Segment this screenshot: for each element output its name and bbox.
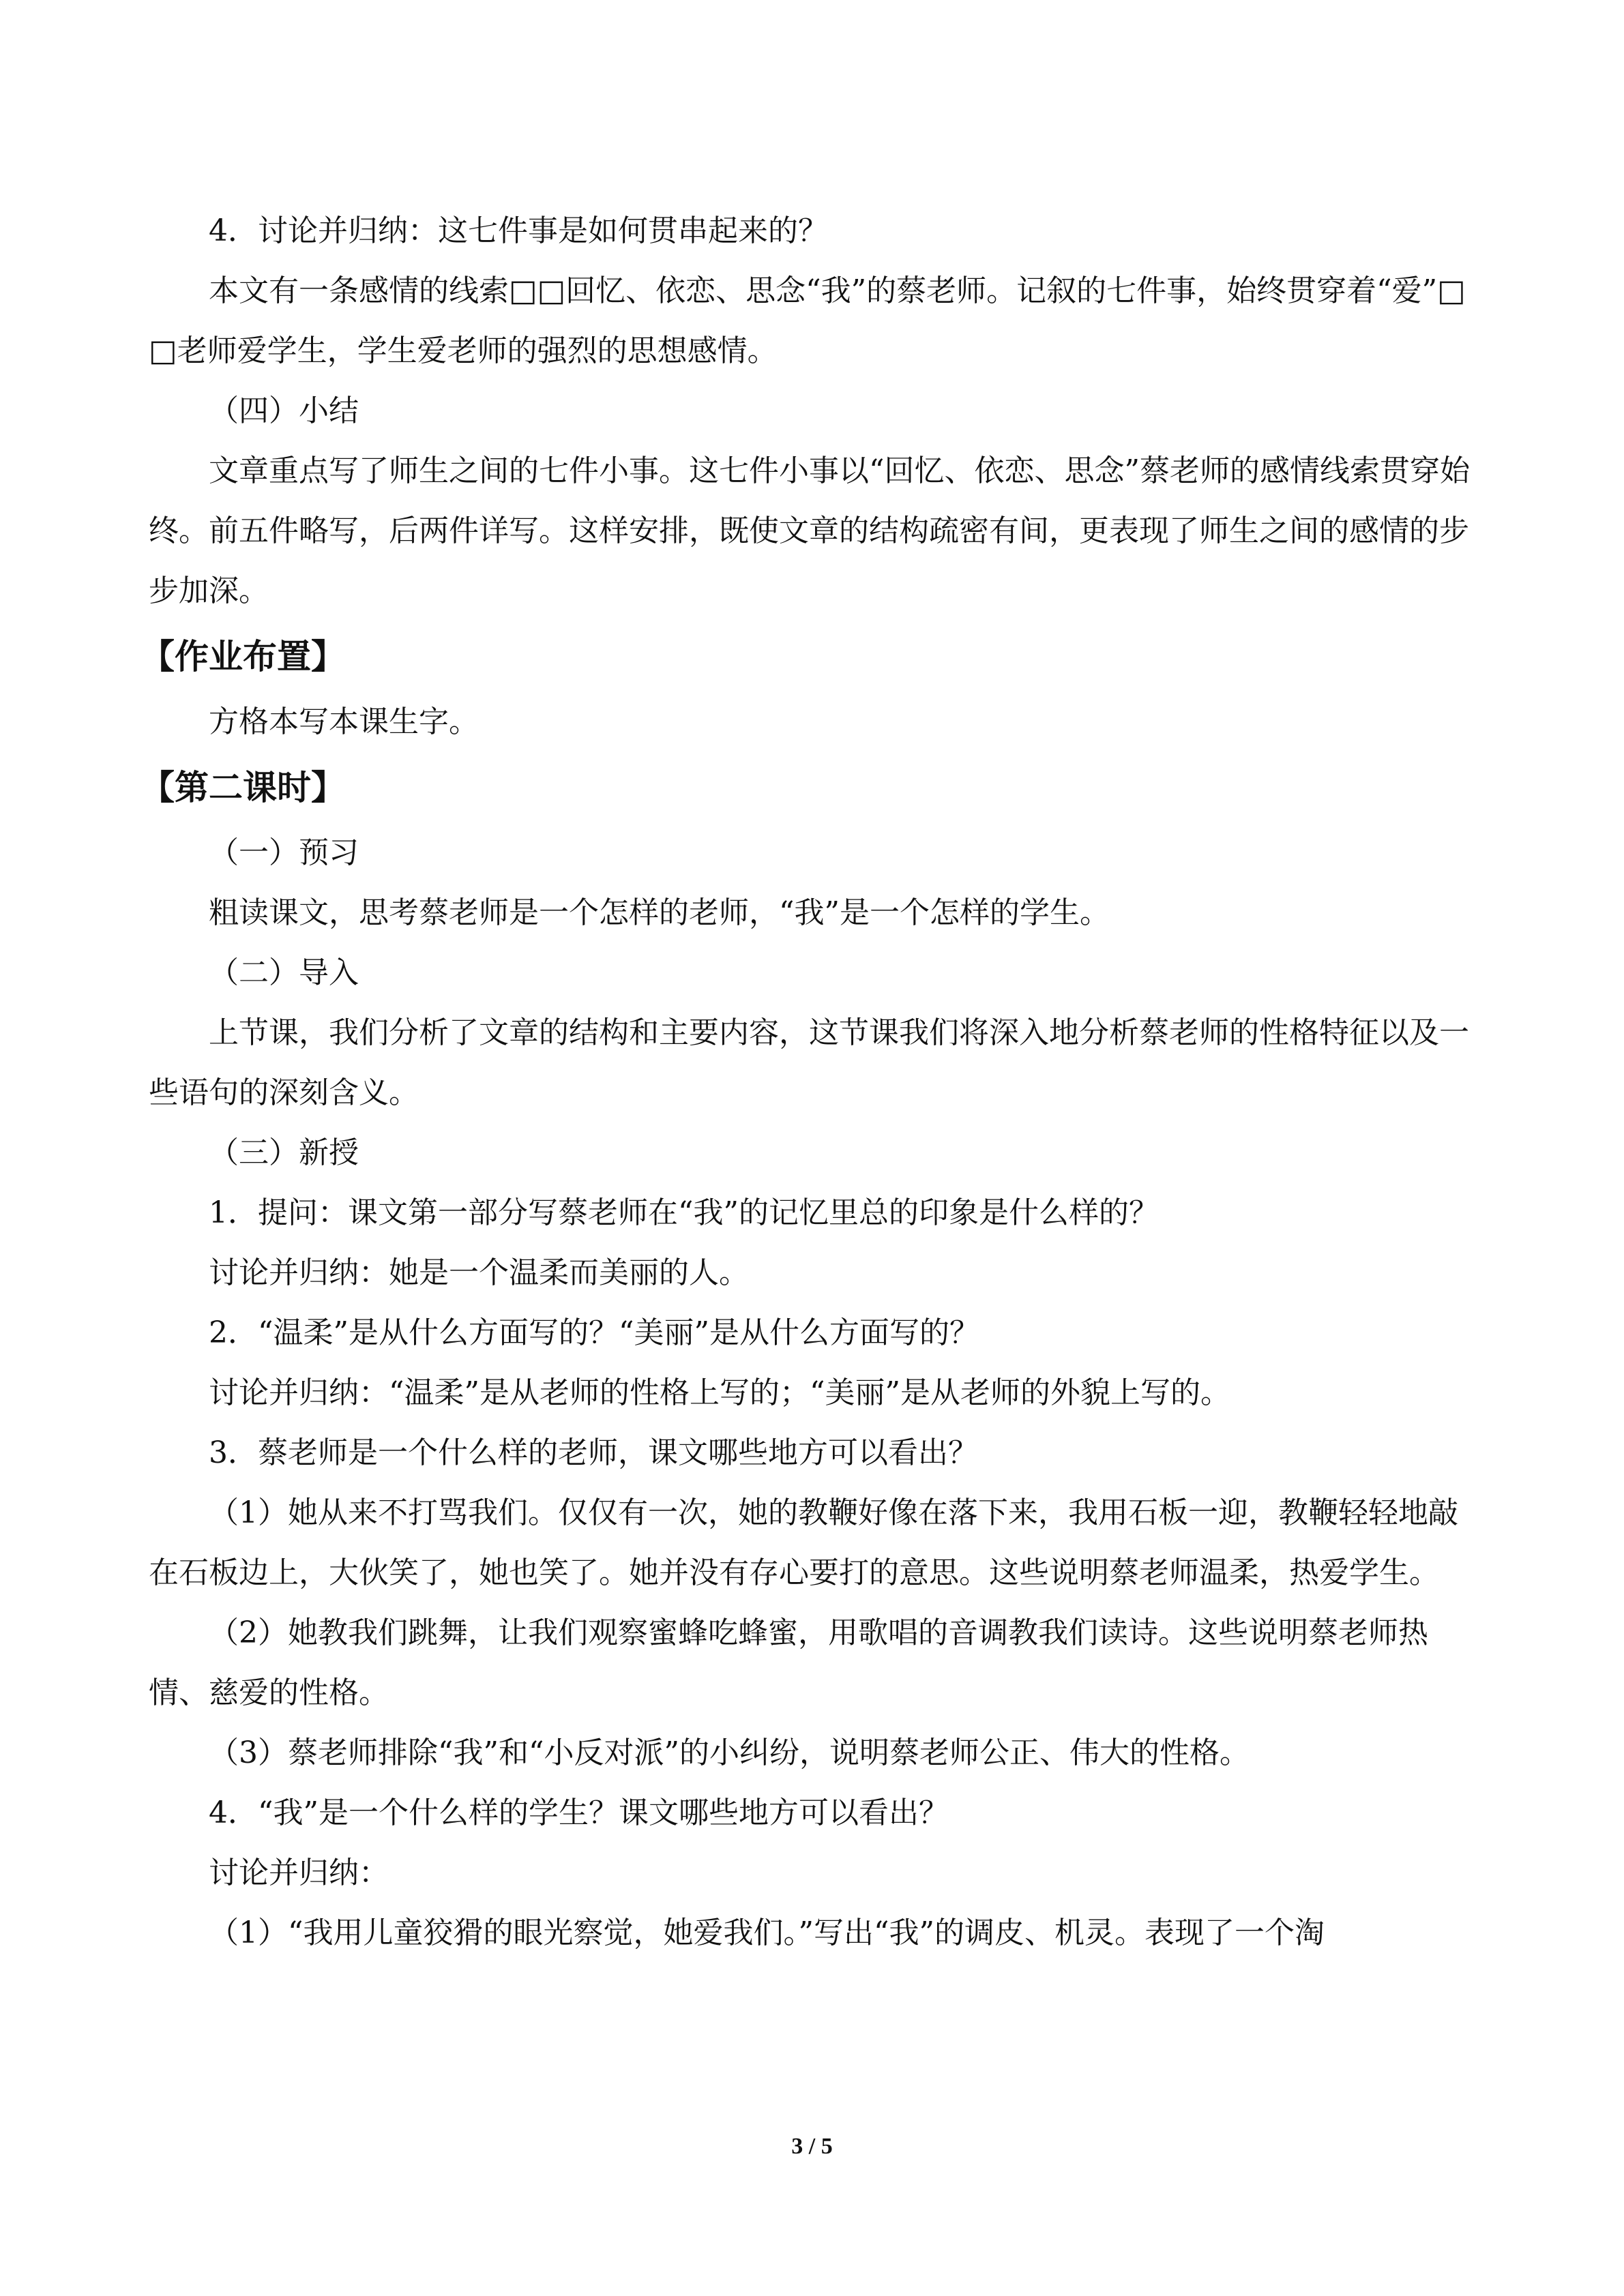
section-preview-label: （一）预习 (209, 835, 359, 870)
paragraph-preview: 粗读课文，思考蔡老师是一个怎样的老师，“我”是一个怎样的学生。 (209, 895, 1110, 930)
heading-second-lesson: 【第二课时】 (141, 768, 345, 807)
paragraph-answer-3-1: （1）她从来不打骂我们。仅仅有一次，她的教鞭好像在落下来，我用石板一迎，教鞭轻轻地敲在石板边上，大伙笑了，她也笑了。她并没有存心要打的意思。这些说明蔡老师温柔，热爱学生。 (149, 1495, 1458, 1590)
paragraph-answer-3-3: （3）蔡老师排除“我”和“小反对派”的小纠纷，说明蔡老师公正、伟大的性格。 (209, 1735, 1250, 1770)
paragraph-question-1: 1．提问：课文第一部分写蔡老师在“我”的记忆里总的印象是什么样的？ (209, 1195, 1159, 1230)
paragraph-answer-2: 讨论并归纳：“温柔”是从老师的性格上写的；“美丽”是从老师的外貌上写的。 (209, 1375, 1230, 1410)
paragraph-question-4: 4．“我”是一个什么样的学生？课文哪些地方可以看出？ (209, 1795, 949, 1830)
paragraph-discussion-label: 讨论并归纳： (209, 1855, 389, 1890)
document-body (141, 201, 1479, 1963)
paragraph-homework: 方格本写本课生字。 (209, 704, 479, 739)
paragraph-answer-4-1: （1）“我用儿童狡猾的眼光察觉，她爱我们。”写出“我”的调皮、机灵。表现了一个淘 (209, 1915, 1325, 1950)
page-number: 3 / 5 (791, 2134, 833, 2159)
paragraph-answer-1: 讨论并归纳：她是一个温柔而美丽的人。 (209, 1255, 749, 1290)
heading-homework: 【作业布置】 (141, 637, 345, 676)
section-intro-label: （二）导入 (209, 955, 359, 990)
paragraph-intro: 上节课，我们分析了文章的结构和主要内容，这节课我们将深入地分析蔡老师的性格特征以及一些语句的深刻含义。 (149, 1015, 1469, 1110)
paragraph-question-2: 2．“温柔”是从什么方面写的？“美丽”是从什么方面写的？ (209, 1315, 979, 1350)
section-summary-label: （四）小结 (209, 393, 359, 428)
section-new-lesson-label: （三）新授 (209, 1135, 359, 1170)
paragraph-question-3: 3．蔡老师是一个什么样的老师，课文哪些地方可以看出？ (209, 1435, 978, 1470)
paragraph-emotion-thread: 本文有一条感情的线索□□回忆、依恋、思念“我”的蔡老师。记叙的七件事，始终贯穿着“爱”□□老师爱学生，学生爱老师的强烈的思想感情。 (149, 273, 1466, 368)
paragraph-answer-3-2: （2）她教我们跳舞，让我们观察蜜蜂吃蜂蜜，用歌唱的音调教我们读诗。这些说明蔡老师热情、慈爱的性格。 (149, 1615, 1428, 1710)
paragraph-summary: 文章重点写了师生之间的七件小事。这七件小事以“回忆、依恋、思念”蔡老师的感情线索贯穿始终。前五件略写，后两件详写。这样安排，既使文章的结构疏密有间，更表现了师生之间的感情的步步加深。 (149, 453, 1470, 608)
paragraph-q4: 4．讨论并归纳：这七件事是如何贯串起来的？ (209, 213, 828, 248)
